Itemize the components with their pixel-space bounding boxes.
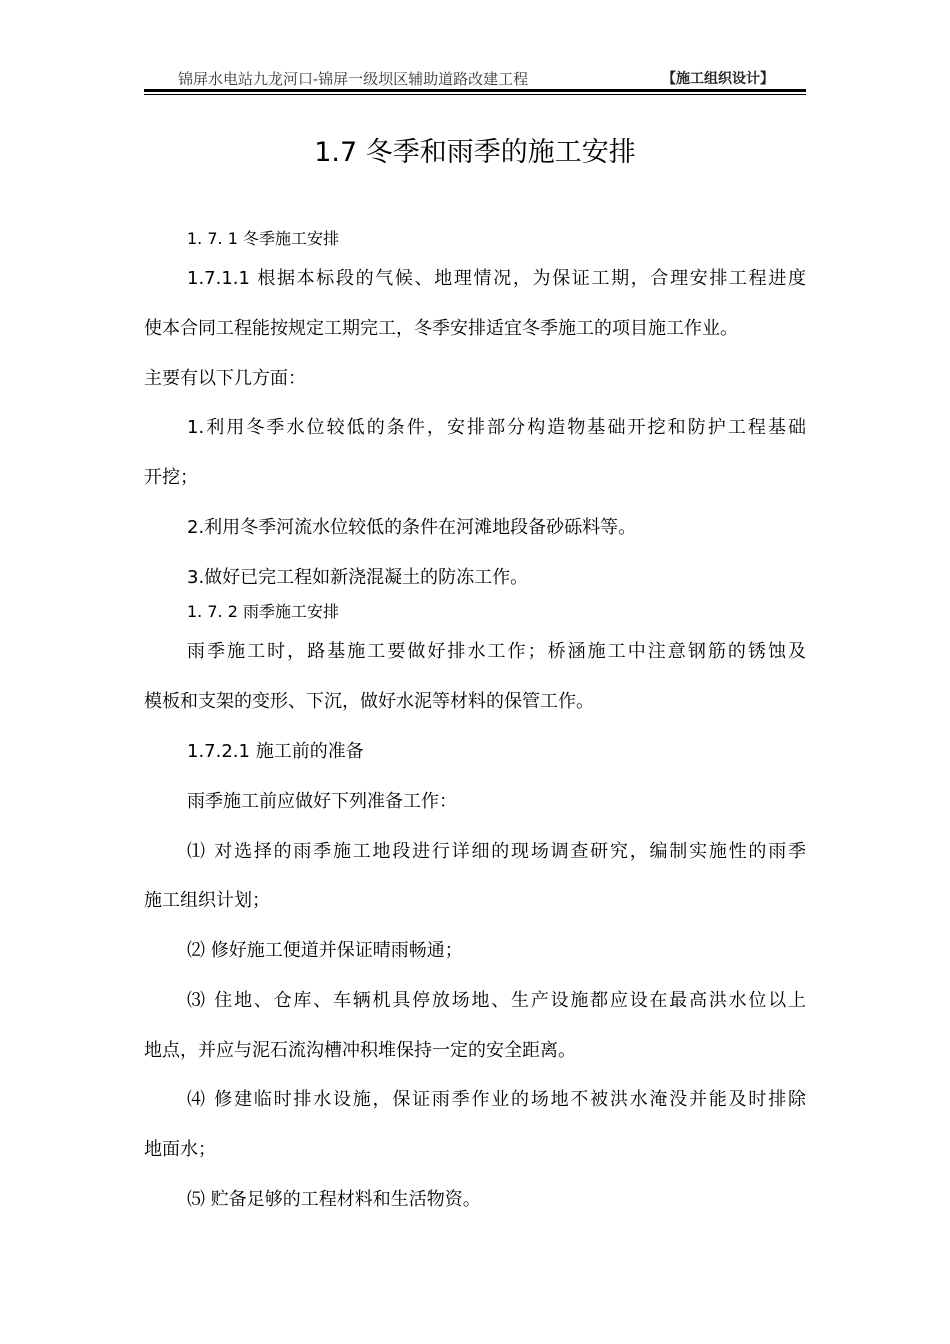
list-item-line: 施工组织计划； — [144, 890, 270, 911]
paragraph-line: 主要有以下几方面： — [144, 368, 306, 389]
list-item-line: ⑴ 对选择的雨季施工地段进行详细的现场调查研究，编制实施性的雨季 — [187, 841, 806, 862]
paragraph-line: 使本合同工程能按规定工期完工，冬季安排适宜冬季施工的项目施工作业。 — [144, 318, 738, 339]
list-item-line: ⑷ 修建临时排水设施，保证雨季作业的场地不被洪水淹没并能及时排除 — [187, 1089, 806, 1110]
paragraph-line: 1.7.1.1 根据本标段的气候、地理情况，为保证工期，合理安排工程进度 — [187, 268, 806, 289]
list-item-line: 地点，并应与泥石流沟槽冲积堆保持一定的安全距离。 — [144, 1040, 576, 1061]
list-item-line: 3.做好已完工程如新浇混凝土的防冻工作。 — [187, 567, 529, 588]
list-item-line: ⑵ 修好施工便道并保证晴雨畅通； — [187, 940, 463, 961]
list-item-line: 2.利用冬季河流水位较低的条件在河滩地段备砂砾料等。 — [187, 517, 637, 538]
subsection-heading-preparation: 1.7.2.1 施工前的准备 — [187, 741, 364, 762]
subsection-heading-rainy: 1. 7. 2 雨季施工安排 — [187, 602, 339, 621]
subsection-heading-winter: 1. 7. 1 冬季施工安排 — [187, 229, 339, 248]
paragraph-line: 雨季施工前应做好下列准备工作： — [187, 791, 457, 812]
section-title: 1.7 冬季和雨季的施工安排 — [314, 137, 636, 168]
list-item-line: 开挖； — [144, 467, 198, 488]
header-project-title: 锦屏水电站九龙河口-锦屏一级坝区辅助道路改建工程 — [178, 70, 529, 88]
paragraph-line: 模板和支架的变形、下沉，做好水泥等材料的保管工作。 — [144, 691, 594, 712]
header-document-type: 【施工组织设计】 — [662, 71, 774, 87]
list-item-line: ⑶ 住地、仓库、车辆机具停放场地、生产设施都应设在最高洪水位以上 — [187, 990, 806, 1011]
header-rule-thin — [144, 94, 806, 95]
list-item-line: 1.利用冬季水位较低的条件，安排部分构造物基础开挖和防护工程基础 — [187, 417, 806, 438]
header-rule-thick — [144, 89, 806, 92]
paragraph-line: 雨季施工时，路基施工要做好排水工作；桥涵施工中注意钢筋的锈蚀及 — [187, 641, 806, 662]
list-item-line: ⑸ 贮备足够的工程材料和生活物资。 — [187, 1189, 481, 1210]
list-item-line: 地面水； — [144, 1139, 216, 1160]
